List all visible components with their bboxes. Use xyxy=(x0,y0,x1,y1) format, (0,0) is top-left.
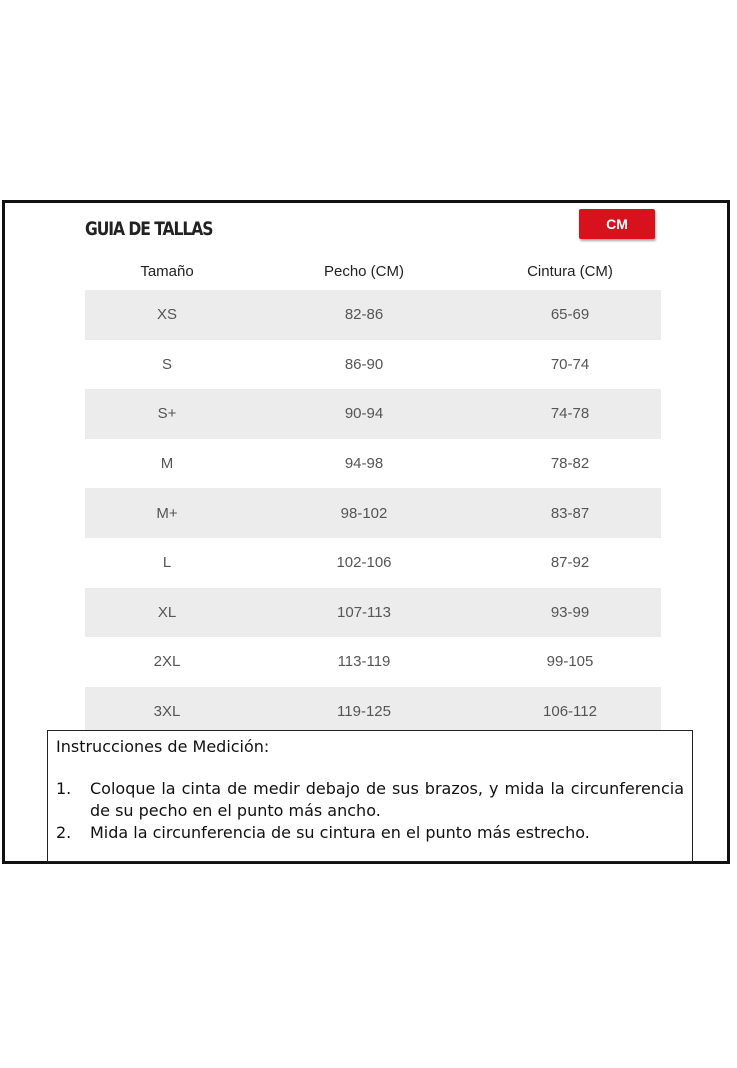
cell-size: 3XL xyxy=(153,703,181,721)
cell-size: L xyxy=(162,554,172,572)
cell-chest: 113-119 xyxy=(337,653,391,671)
unit-toggle-button[interactable]: CM xyxy=(579,209,655,239)
instruction-item xyxy=(56,778,684,822)
measurement-instructions xyxy=(47,730,693,862)
table-row xyxy=(85,687,661,737)
size-guide-title: GUIA DE TALLAS xyxy=(85,218,213,240)
table-row xyxy=(85,290,661,340)
cell-waist: 99-105 xyxy=(546,653,594,671)
header-chest: Pecho (CM) xyxy=(323,263,405,280)
cell-chest: 119-125 xyxy=(337,703,391,721)
cell-size: M+ xyxy=(156,504,178,522)
cell-size: S+ xyxy=(157,405,177,423)
cell-waist: 87-92 xyxy=(550,554,590,572)
header-size: Tamaño xyxy=(140,263,194,280)
instruction-text: Mida la circunferencia de su cintura en el punto más estrecho. xyxy=(90,823,590,842)
cell-chest: 102-106 xyxy=(336,554,392,572)
cell-chest: 82-86 xyxy=(344,306,384,324)
cell-chest: 107-113 xyxy=(337,603,391,621)
table-row xyxy=(85,439,661,489)
instruction-text: Coloque la cinta de medir debajo de sus brazos, y mida la circunferencia de su pecho en el punto más ancho. xyxy=(90,779,684,820)
cell-waist: 83-87 xyxy=(550,504,590,522)
instruction-number: 1. xyxy=(56,779,72,798)
cell-size: S xyxy=(161,355,172,373)
instruction-item xyxy=(56,822,684,844)
table-row xyxy=(85,588,661,638)
cell-chest: 90-94 xyxy=(344,405,384,423)
table-row xyxy=(85,340,661,390)
cell-chest: 98-102 xyxy=(340,504,388,522)
cell-waist: 65-69 xyxy=(550,306,590,324)
table-row xyxy=(85,488,661,538)
cell-waist: 70-74 xyxy=(550,355,590,373)
cell-size: XL xyxy=(157,603,177,621)
cell-waist: 106-112 xyxy=(543,703,597,721)
header-waist: Cintura (CM) xyxy=(527,263,613,280)
cell-waist: 78-82 xyxy=(550,455,590,473)
cell-waist: 93-99 xyxy=(550,603,590,621)
cell-chest: 86-90 xyxy=(344,355,384,373)
size-guide-card xyxy=(2,200,730,864)
cell-chest: 94-98 xyxy=(344,455,384,473)
size-table xyxy=(85,253,661,736)
table-body xyxy=(85,290,661,736)
cell-size: 2XL xyxy=(153,653,181,671)
cell-size: M xyxy=(160,455,174,473)
table-row xyxy=(85,637,661,687)
table-row xyxy=(85,538,661,588)
instruction-number: 2. xyxy=(56,823,72,842)
table-row xyxy=(85,389,661,439)
cell-size: XS xyxy=(156,306,177,324)
table-header xyxy=(85,253,661,290)
cell-waist: 74-78 xyxy=(550,405,590,423)
instructions-title: Instrucciones de Medición: xyxy=(56,737,270,756)
